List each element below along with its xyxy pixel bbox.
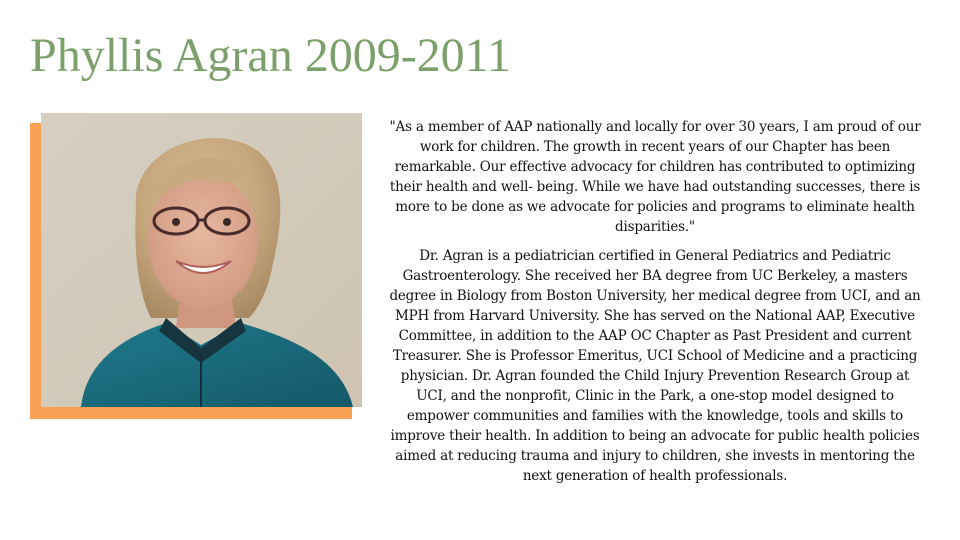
bio-paragraph: Dr. Agran is a pediatrician certified in General Pediatrics and Pediatric Gastroenterology. She received her BA degree from UC Berkeley, a masters degree in Biology from Boston University, her medical degree from UCI, and an MPH from Harvard University. She has served on the National AAP, Executive Committee, in addition to the AAP OC Chapter as Past President and current Treasurer. She is Professor Emeritus, UCI School of Medicine and a practicing physician. Dr. Agran founded the Child Injury Prevention Research Group at UCI, and the nonprofit, Clinic in the Park, a one-stop model designed to empower communities and families with the knowledge, tools and skills to improve their health. In addition to being an advocate for public health policies aimed at reducing trauma and injury to children, she invests in mentoring the next generation of health professionals. — [389, 248, 921, 484]
portrait-photo — [41, 113, 362, 407]
photo-frame — [30, 123, 352, 419]
slide-title: Phyllis Agran 2009-2011 — [30, 29, 511, 82]
bio-text-block — [386, 117, 924, 486]
quote-paragraph: "As a member of AAP nationally and locally for over 30 years, I am proud of our work for children. The growth in recent years of our Chapter has been remarkable. Our effective advocacy for children has contributed to optimizing their health and well- being. While we have had outstanding successes, there is more to be done as we advocate for policies and programs to eliminate health disparities." — [389, 119, 921, 235]
